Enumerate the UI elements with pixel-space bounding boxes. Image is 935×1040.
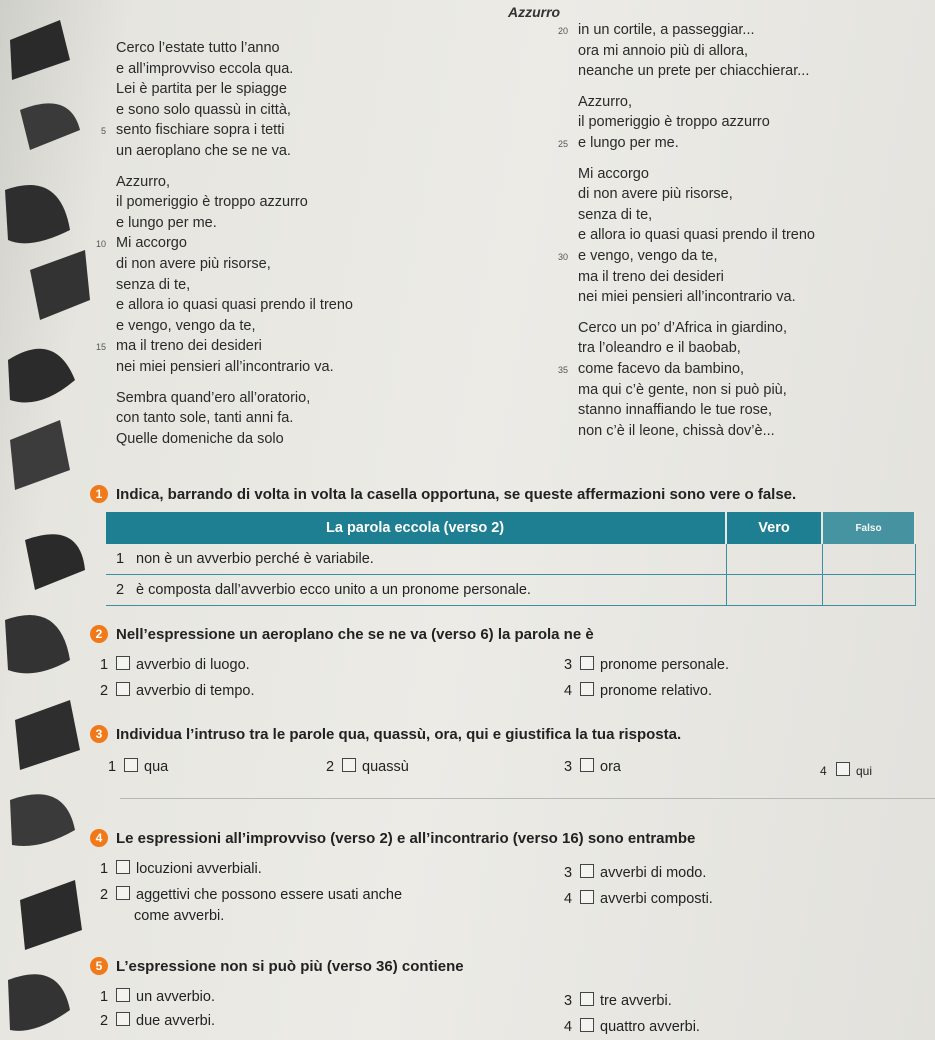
poem-line-text: sento fischiare sopra i tetti bbox=[116, 122, 285, 139]
line-number: 10 bbox=[95, 239, 106, 250]
poem-line-text: neanche un prete per chiacchierar... bbox=[578, 63, 810, 80]
checkbox[interactable] bbox=[580, 1018, 594, 1032]
question-5-text: 5 L’espressione non si può più (verso 36) contiene bbox=[90, 958, 935, 975]
poem-line bbox=[557, 246, 815, 267]
checkbox[interactable] bbox=[116, 886, 130, 900]
question-1 bbox=[90, 486, 935, 503]
option[interactable]: 4 qui bbox=[820, 764, 873, 778]
poem-line bbox=[578, 421, 815, 442]
checkbox[interactable] bbox=[836, 762, 850, 776]
poem-line-text: come facevo da bambino, bbox=[578, 360, 745, 377]
line-number: 30 bbox=[557, 251, 568, 262]
table-header-statement: La parola eccola (verso 2) bbox=[106, 512, 726, 544]
option[interactable]: 4 quattro avverbi. bbox=[564, 1019, 700, 1035]
question-2-text: 2 Nell’espressione un aeroplano che se ne va (verso 6) la parola ne è bbox=[90, 626, 935, 643]
option[interactable]: 1 un avverbio. bbox=[100, 989, 215, 1005]
option[interactable]: 4 avverbi composti. bbox=[564, 891, 713, 907]
poem-line-text: ma il treno dei desideri bbox=[116, 338, 262, 355]
table-header-true: Vero bbox=[726, 512, 822, 544]
option[interactable]: 2 due avverbi. bbox=[100, 1013, 215, 1029]
poem-right-column bbox=[557, 20, 815, 441]
question-1-text: 1 Indica, barrando di volta in volta la casella opportuna, se queste affermazioni sono vere o false. bbox=[90, 486, 935, 503]
poem-line-text: di non avere più risorse, bbox=[116, 255, 271, 272]
poem-line bbox=[95, 233, 353, 254]
question-5 bbox=[90, 958, 935, 975]
poem-line bbox=[116, 316, 353, 337]
poem-line-text: in un cortile, a passeggiar... bbox=[578, 22, 755, 38]
poem-line-text: di non avere più risorse, bbox=[578, 186, 733, 203]
checkbox[interactable] bbox=[116, 682, 130, 696]
poem-line bbox=[116, 100, 353, 121]
poem-line-text: Mi accorgo bbox=[578, 165, 649, 182]
poem-line bbox=[578, 318, 815, 339]
poem-line bbox=[578, 380, 815, 401]
poem-line-text: tra l’oleandro e il baobab, bbox=[578, 340, 741, 357]
poem-line-text: con tanto sole, tanti anni fa. bbox=[116, 410, 294, 427]
false-cell[interactable] bbox=[822, 544, 915, 575]
option[interactable]: 3 ora bbox=[564, 759, 621, 775]
option[interactable]: 2 quassù bbox=[326, 759, 409, 775]
option-continuation: come avverbi. bbox=[134, 908, 225, 924]
poem-line-text: e lungo per me. bbox=[578, 134, 679, 151]
poem-line-text: il pomeriggio è troppo azzurro bbox=[578, 114, 770, 131]
option[interactable]: 2 aggettivi che possono essere usati anche bbox=[100, 887, 403, 903]
poem-line bbox=[116, 192, 353, 213]
poem-line-text: Mi accorgo bbox=[116, 235, 187, 252]
poem-line-text: Quelle domeniche da solo bbox=[116, 430, 284, 447]
poem-left-column bbox=[95, 38, 353, 449]
poem-line-text: senza di te, bbox=[578, 206, 653, 223]
poem-line bbox=[578, 400, 815, 421]
poem-line-text: non c’è il leone, chissà dov’è... bbox=[578, 422, 775, 439]
checkbox[interactable] bbox=[580, 758, 594, 772]
answer-line[interactable] bbox=[120, 798, 935, 799]
poem-line-text: Lei è partita per le spiagge bbox=[116, 81, 287, 98]
checkbox[interactable] bbox=[116, 656, 130, 670]
stanza-gap bbox=[578, 308, 815, 318]
poem-line-text: un aeroplano che se ne va. bbox=[116, 142, 291, 159]
line-number: 15 bbox=[95, 342, 106, 353]
table-header-false: Falso bbox=[822, 512, 915, 544]
option[interactable]: 3 avverbi di modo. bbox=[564, 865, 707, 881]
question-3 bbox=[90, 726, 935, 743]
line-number: 20 bbox=[557, 26, 568, 36]
option[interactable]: 3 pronome personale. bbox=[564, 657, 729, 673]
poem-line-text: Azzurro, bbox=[578, 93, 632, 110]
checkbox[interactable] bbox=[580, 656, 594, 670]
question-number-badge: 5 bbox=[90, 957, 108, 975]
poem-line bbox=[578, 41, 815, 62]
stanza-gap bbox=[578, 154, 815, 164]
option[interactable]: 1 locuzioni avverbiali. bbox=[100, 861, 262, 877]
poem-line-text: senza di te, bbox=[116, 276, 191, 293]
checkbox[interactable] bbox=[116, 988, 130, 1002]
poem-line bbox=[557, 20, 815, 41]
poem-line bbox=[578, 112, 815, 133]
question-number-badge: 4 bbox=[90, 829, 108, 847]
poem-line-text: nei miei pensieri all’incontrario va. bbox=[116, 358, 334, 375]
poem-line bbox=[95, 336, 353, 357]
poem-line bbox=[578, 205, 815, 226]
poem-line-text: ma qui c’è gente, non si può più, bbox=[578, 381, 787, 398]
poem-line-text: Sembra quand’ero all’oratorio, bbox=[116, 389, 311, 406]
poem-line-text: e lungo per me. bbox=[116, 214, 217, 231]
question-number-badge: 1 bbox=[90, 485, 108, 503]
poem-line bbox=[578, 225, 815, 246]
poem-line-text: e sono solo quassù in città, bbox=[116, 101, 291, 118]
poem-line-text: Cerco l’estate tutto l’anno bbox=[116, 40, 280, 56]
poem-line bbox=[557, 359, 815, 380]
poem-line bbox=[116, 388, 353, 409]
poem-line-text: il pomeriggio è troppo azzurro bbox=[116, 194, 308, 211]
poem-line-text: ma il treno dei desideri bbox=[578, 268, 724, 285]
poem-line bbox=[578, 338, 815, 359]
poem-line bbox=[116, 79, 353, 100]
question-3-text: 3 Individua l’intruso tra le parole qua, quassù, ora, qui e giustifica la tua risposta. bbox=[90, 726, 935, 743]
decorative-border bbox=[0, 0, 100, 1040]
poem-line-text: e allora io quasi quasi prendo il treno bbox=[116, 297, 353, 314]
table-row bbox=[106, 544, 915, 575]
poem-line bbox=[578, 287, 815, 308]
poem-line bbox=[557, 133, 815, 154]
question-2 bbox=[90, 626, 935, 643]
question-4 bbox=[90, 830, 935, 847]
checkbox[interactable] bbox=[580, 864, 594, 878]
option[interactable]: 2 avverbio di tempo. bbox=[100, 683, 255, 699]
poem-line-text: e vengo, vengo da te, bbox=[116, 317, 256, 334]
poem-line bbox=[578, 184, 815, 205]
poem-line bbox=[116, 38, 353, 59]
question-number-badge: 3 bbox=[90, 725, 108, 743]
option[interactable]: 3 tre avverbi. bbox=[564, 993, 672, 1009]
poem-line bbox=[116, 429, 353, 450]
poem-line bbox=[578, 92, 815, 113]
poem-line-text: Azzurro, bbox=[116, 173, 170, 190]
poem-line bbox=[116, 141, 353, 162]
option[interactable]: 1 qua bbox=[108, 759, 169, 775]
poem-line bbox=[116, 254, 353, 275]
false-cell[interactable] bbox=[822, 575, 915, 606]
checkbox[interactable] bbox=[116, 1012, 130, 1026]
true-false-table bbox=[106, 512, 916, 606]
option[interactable]: 1 avverbio di luogo. bbox=[100, 657, 250, 673]
checkbox[interactable] bbox=[116, 860, 130, 874]
table-row-statement: 1 non è un avverbio perché è variabile. bbox=[106, 544, 726, 575]
poem-line bbox=[116, 408, 353, 429]
checkbox[interactable] bbox=[580, 992, 594, 1006]
poem-line-text: e all’improvviso eccola qua. bbox=[116, 60, 294, 77]
checkbox[interactable] bbox=[580, 890, 594, 904]
checkbox[interactable] bbox=[580, 682, 594, 696]
poem-line bbox=[578, 164, 815, 185]
poem-line-text: e allora io quasi quasi prendo il treno bbox=[578, 227, 815, 244]
true-cell[interactable] bbox=[726, 544, 822, 575]
poem-line-text: nei miei pensieri all’incontrario va. bbox=[578, 289, 796, 306]
option[interactable]: 4 pronome relativo. bbox=[564, 683, 713, 699]
poem-line-text: Cerco un po’ d’Africa in giardino, bbox=[578, 319, 788, 336]
poem-title: Azzurro bbox=[508, 4, 561, 20]
checkbox[interactable] bbox=[124, 758, 138, 772]
table-row-statement: 2 è composta dall’avverbio ecco unito a un pronome personale. bbox=[106, 575, 726, 606]
table-header-row bbox=[106, 512, 915, 544]
poem-line-text: ora mi annoio più di allora, bbox=[578, 42, 749, 59]
poem-line bbox=[578, 267, 815, 288]
poem-line-text: e vengo, vengo da te, bbox=[578, 247, 718, 264]
poem-line bbox=[578, 61, 815, 82]
poem-line bbox=[100, 120, 353, 141]
stanza-gap bbox=[116, 162, 353, 172]
table-row bbox=[106, 575, 915, 606]
true-cell[interactable] bbox=[726, 575, 822, 606]
poem-line bbox=[116, 295, 353, 316]
question-number-badge: 2 bbox=[90, 625, 108, 643]
line-number: 35 bbox=[557, 364, 568, 375]
stanza-gap bbox=[116, 378, 353, 388]
poem-line bbox=[116, 357, 353, 378]
stanza-gap bbox=[578, 82, 815, 92]
question-4-text: 4 Le espressioni all’improvviso (verso 2) e all’incontrario (verso 16) sono entrambe bbox=[90, 830, 935, 847]
checkbox[interactable] bbox=[342, 758, 356, 772]
poem-line-text: stanno innaffiando le tue rose, bbox=[578, 402, 773, 419]
poem-line bbox=[116, 172, 353, 193]
poem-line bbox=[116, 213, 353, 234]
poem-line bbox=[116, 275, 353, 296]
poem-line bbox=[116, 59, 353, 80]
line-number: 25 bbox=[557, 138, 568, 149]
line-number: 5 bbox=[100, 126, 106, 137]
